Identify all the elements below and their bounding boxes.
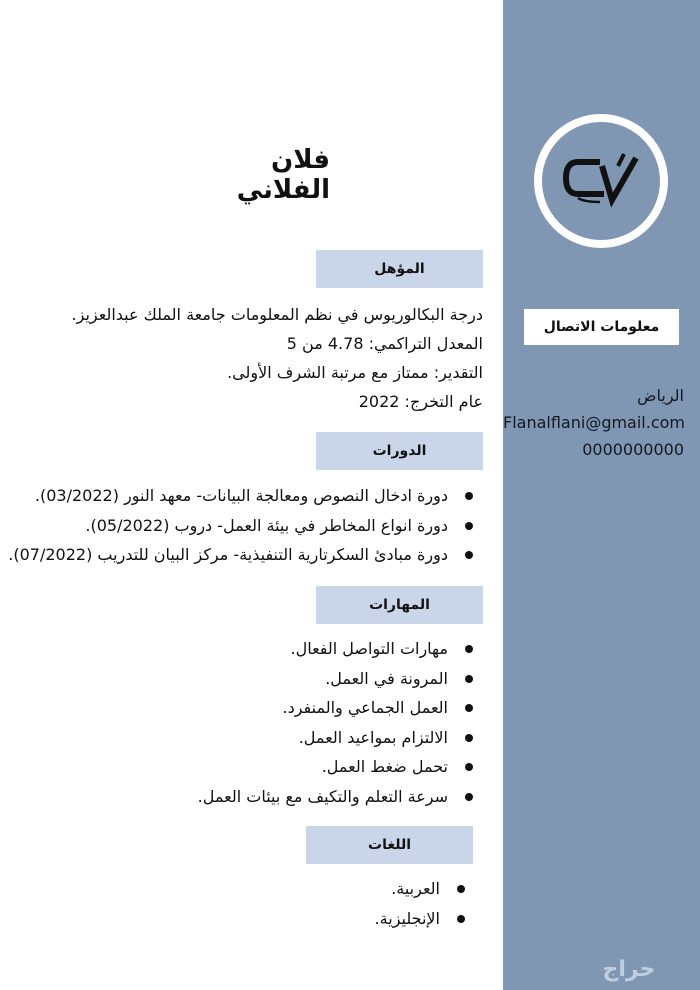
education-line: المعدل التراكمي: 4.78 من 5: [286, 334, 483, 353]
list-item: تحمل ضغط العمل.: [198, 752, 475, 782]
contact-phone: 0000000000: [582, 440, 684, 459]
skills-list: [198, 634, 475, 811]
cv-logo: [534, 114, 668, 248]
list-item: مهارات التواصل الفعال.: [198, 634, 475, 664]
list-item: الالتزام بمواعيد العمل.: [198, 723, 475, 753]
section-heading-languages: اللغات: [306, 826, 473, 864]
list-item: دورة انواع المخاطر في بيئة العمل- دروب (05/2022).: [8, 511, 475, 541]
list-item: العمل الجماعي والمنفرد.: [198, 693, 475, 723]
list-item: الإنجليزية.: [375, 904, 467, 934]
languages-list: [375, 874, 467, 933]
contact-heading: معلومات الاتصال: [524, 309, 679, 345]
courses-list: [8, 481, 475, 570]
education-line: التقدير: ممتاز مع مرتبة الشرف الأولى.: [227, 363, 483, 382]
list-item: دورة ادخال النصوص ومعالجة البيانات- معهد النور (03/2022).: [8, 481, 475, 511]
watermark-logo: حراج: [602, 957, 656, 982]
contact-city: الرياض: [637, 386, 684, 405]
contact-email[interactable]: Flanalflani@gmail.com: [503, 413, 686, 432]
section-heading-courses: الدورات: [316, 432, 483, 470]
list-item: المرونة في العمل.: [198, 664, 475, 694]
person-name: فلان الفلاني: [236, 145, 330, 205]
education-line: عام التخرج: 2022: [358, 392, 483, 411]
education-details: [72, 300, 483, 416]
list-item: العربية.: [375, 874, 467, 904]
section-heading-skills: المهارات: [316, 586, 483, 624]
section-heading-education: المؤهل: [316, 250, 483, 288]
list-item: دورة مبادئ السكرتارية التنفيذية- مركز البيان للتدريب (07/2022).: [8, 540, 475, 570]
list-item: سرعة التعلم والتكيف مع بيئات العمل.: [198, 782, 475, 812]
education-line: درجة البكالوريوس في نظم المعلومات جامعة الملك عبدالعزيز.: [71, 305, 483, 324]
cv-logo-icon: [552, 132, 650, 230]
contact-details: [503, 382, 684, 463]
